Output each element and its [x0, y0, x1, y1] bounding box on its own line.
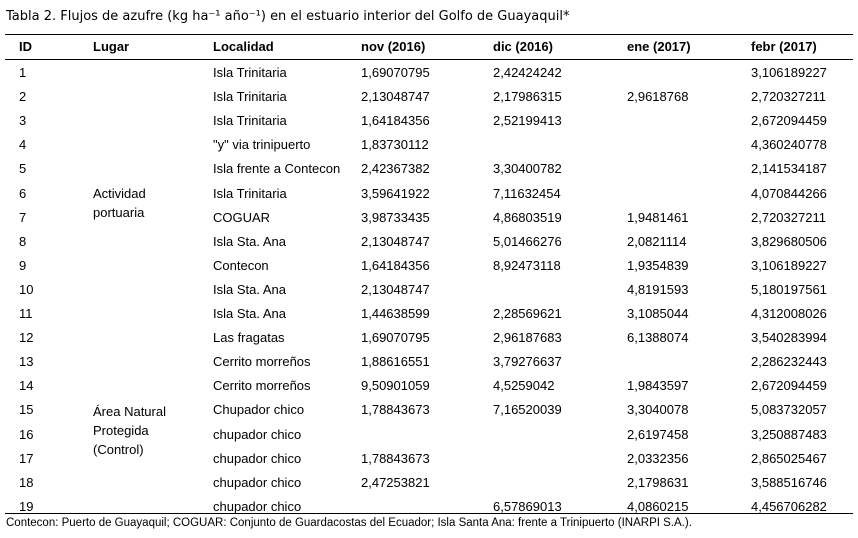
row-febr-2017: 3,106189227: [751, 258, 827, 273]
row-dic-2016: 7,16520039: [493, 402, 562, 417]
row-id: 18: [19, 475, 34, 490]
row-febr-2017: 3,540283994: [751, 330, 827, 345]
row-localidad: Chupador chico: [213, 402, 305, 417]
row-nov-2016: 1,78843673: [361, 402, 430, 417]
row-febr-2017: 2,720327211: [751, 89, 826, 104]
row-dic-2016: 7,11632454: [493, 186, 561, 201]
row-localidad: chupador chico: [213, 427, 302, 442]
row-ene-2017: 1,9843597: [627, 378, 689, 393]
row-localidad: Cerrito morreños: [213, 378, 311, 393]
row-localidad: Isla Sta. Ana: [213, 234, 286, 249]
row-nov-2016: 9,50901059: [361, 378, 430, 393]
row-dic-2016: 2,28569621: [493, 306, 562, 321]
header-lugar: Lugar: [93, 39, 130, 54]
group-label-actividad-portuaria: Actividad portuaria: [93, 186, 146, 220]
row-id: 7: [19, 210, 27, 225]
row-localidad: Isla Trinitaria: [213, 65, 287, 80]
row-nov-2016: 3,98733435: [361, 210, 430, 225]
row-febr-2017: 3,588516746: [751, 475, 827, 490]
row-dic-2016: 8,92473118: [493, 258, 561, 273]
row-nov-2016: 1,64184356: [361, 113, 430, 128]
row-id: 10: [19, 282, 34, 297]
row-id: 13: [19, 354, 34, 369]
row-ene-2017: 1,9481461: [627, 210, 689, 225]
header-rule: [5, 59, 853, 60]
row-febr-2017: 4,456706282: [751, 499, 827, 514]
row-id: 8: [19, 234, 27, 249]
row-ene-2017: 2,6197458: [627, 427, 689, 442]
row-febr-2017: 4,360240778: [751, 137, 827, 152]
row-ene-2017: 1,9354839: [627, 258, 689, 273]
row-localidad: Isla frente a Contecon: [213, 161, 341, 176]
row-id: 6: [19, 186, 27, 201]
row-febr-2017: 2,141534187: [751, 161, 827, 176]
table-caption: Tabla 2. Flujos de azufre (kg ha⁻¹ año⁻¹) en el estuario interior del Golfo de Guayaquil*: [6, 9, 570, 24]
row-id: 1: [19, 65, 27, 80]
row-ene-2017: 2,1798631: [627, 475, 689, 490]
row-localidad: Isla Trinitaria: [213, 89, 287, 104]
header-localidad: Localidad: [213, 39, 274, 54]
row-localidad: Isla Trinitaria: [213, 113, 287, 128]
row-dic-2016: 3,79276637: [493, 354, 562, 369]
row-febr-2017: 2,672094459: [751, 378, 827, 393]
row-febr-2017: 2,865025467: [751, 451, 827, 466]
row-ene-2017: 4,0860215: [627, 499, 689, 514]
row-id: 19: [19, 499, 34, 514]
top-rule: [5, 34, 853, 35]
row-febr-2017: 5,083732057: [751, 402, 827, 417]
row-nov-2016: 2,13048747: [361, 89, 430, 104]
row-nov-2016: 2,47253821: [361, 475, 430, 490]
row-dic-2016: 6,57869013: [493, 499, 562, 514]
row-febr-2017: 2,286232443: [751, 354, 827, 369]
row-id: 3: [19, 113, 27, 128]
row-febr-2017: 5,180197561: [751, 282, 827, 297]
row-dic-2016: 4,5259042: [493, 378, 555, 393]
row-nov-2016: 1,44638599: [361, 306, 430, 321]
row-dic-2016: 3,30400782: [493, 161, 562, 176]
group-label-area-natural-protegida: Área Natural Protegida (Control): [93, 404, 166, 457]
row-nov-2016: 1,88616551: [361, 354, 430, 369]
row-dic-2016: 2,17986315: [493, 89, 562, 104]
row-id: 17: [19, 451, 34, 466]
header-dic-2016: dic (2016): [493, 39, 553, 54]
row-nov-2016: 1,69070795: [361, 330, 430, 345]
row-febr-2017: 4,070844266: [751, 186, 827, 201]
row-ene-2017: 3,1085044: [627, 306, 689, 321]
row-febr-2017: 2,720327211: [751, 210, 826, 225]
row-id: 9: [19, 258, 27, 273]
header-nov-2016: nov (2016): [361, 39, 426, 54]
row-localidad: Cerrito morreños: [213, 354, 311, 369]
row-febr-2017: 3,829680506: [751, 234, 827, 249]
table-footnote: Contecon: Puerto de Guayaquil; COGUAR: Conjunto de Guardacostas del Ecuador; Isla Santa Ana: frente a Trinipuerto (INARPI S.A.).: [6, 517, 692, 529]
row-nov-2016: 2,42367382: [361, 161, 430, 176]
row-id: 15: [19, 402, 34, 417]
row-ene-2017: 2,0821114: [627, 234, 687, 249]
header-ene-2017: ene (2017): [627, 39, 691, 54]
header-id: ID: [19, 39, 32, 54]
row-localidad: Isla Sta. Ana: [213, 282, 286, 297]
row-nov-2016: 1,78843673: [361, 451, 430, 466]
row-dic-2016: 5,01466276: [493, 234, 562, 249]
row-localidad: Contecon: [213, 258, 269, 273]
row-dic-2016: 2,96187683: [493, 330, 562, 345]
row-localidad: chupador chico: [213, 475, 302, 490]
row-febr-2017: 3,250887483: [751, 427, 827, 442]
row-localidad: chupador chico: [213, 451, 302, 466]
row-nov-2016: 1,64184356: [361, 258, 430, 273]
row-localidad: Las fragatas: [213, 330, 285, 345]
row-localidad: "y" via trinipuerto: [213, 137, 311, 152]
row-ene-2017: 2,9618768: [627, 89, 689, 104]
row-id: 12: [19, 330, 34, 345]
row-ene-2017: 2,0332356: [627, 451, 689, 466]
row-dic-2016: 4,86803519: [493, 210, 562, 225]
row-id: 16: [19, 427, 34, 442]
header-febr-2017: febr (2017): [751, 39, 817, 54]
row-localidad: Isla Sta. Ana: [213, 306, 286, 321]
row-nov-2016: 1,83730112: [361, 137, 429, 152]
row-ene-2017: 4,8191593: [627, 282, 689, 297]
row-ene-2017: 6,1388074: [627, 330, 689, 345]
row-id: 11: [19, 306, 33, 321]
row-febr-2017: 4,312008026: [751, 306, 827, 321]
bottom-rule: [5, 513, 853, 514]
row-dic-2016: 2,42424242: [493, 65, 562, 80]
row-febr-2017: 2,672094459: [751, 113, 827, 128]
row-id: 2: [19, 89, 27, 104]
row-localidad: COGUAR: [213, 210, 271, 225]
row-ene-2017: 3,3040078: [627, 402, 689, 417]
row-id: 5: [19, 161, 27, 176]
row-febr-2017: 3,106189227: [751, 65, 827, 80]
row-dic-2016: 2,52199413: [493, 113, 562, 128]
row-localidad: Isla Trinitaria: [213, 186, 287, 201]
row-nov-2016: 2,13048747: [361, 282, 430, 297]
row-id: 14: [19, 378, 34, 393]
row-id: 4: [19, 137, 27, 152]
row-localidad: chupador chico: [213, 499, 302, 514]
row-nov-2016: 3,59641922: [361, 186, 430, 201]
row-nov-2016: 2,13048747: [361, 234, 430, 249]
row-nov-2016: 1,69070795: [361, 65, 430, 80]
